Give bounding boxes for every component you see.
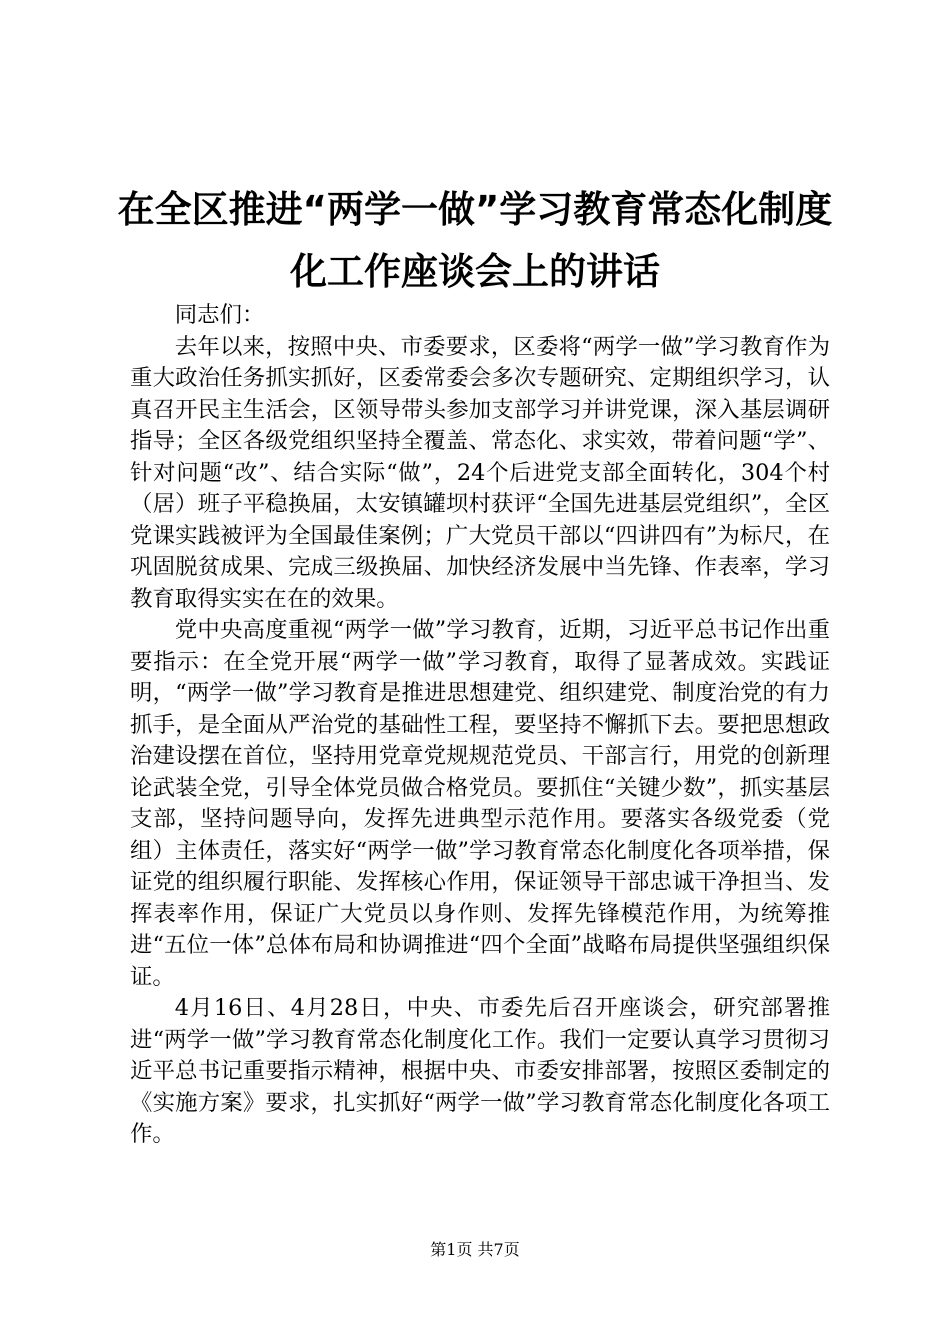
paragraph-1: 去年以来，按照中央、市委要求，区委将“两学一做”学习教育作为重大政治任务抓实抓好，区委常委会多次专题研究、定期组织学习，认真召开民主生活会，区领导带头参加支部学习并讲党课，深入基层调研指导；全区各级党组织坚持全覆盖、常态化、求实效，带着问题“学”、针对问题“改”、结合实际“做”，24个后进党支部全面转化，304个村（居）班子平稳换届，太安镇罐坝村获评“全国先进基层党组织”，全区党课实践被评为全国最佳案例；广大党员干部以“四讲四有”为标尺，在巩固脱贫成果、完成三级换届、加快经济发展中当先锋、作表率，学习教育取得实实在在的效果。 (130, 333, 830, 612)
document-title-line-1: 在全区推进“两学一做”学习教育常态化制度 (117, 188, 833, 231)
greeting: 同志们： (174, 302, 265, 328)
page-number-footer: 第1页 共7页 (430, 1240, 520, 1259)
document-title-line-2: 化工作座谈会上的讲话 (290, 250, 660, 293)
paragraph-3: 4月16日、4月28日，中央、市委先后召开座谈会，研究部署推进“两学一做”学习教育常态化制度化工作。我们一定要认真学习贯彻习近平总书记重要指示精神，根据中央、市委安排部署，按照区委制定的《实施方案》要求，扎实抓好“两学一做”学习教育常态化制度化各项工作。 (130, 995, 830, 1147)
document-body (130, 300, 830, 1151)
paragraph-2: 党中央高度重视“两学一做”学习教育，近期，习近平总书记作出重要指示：在全党开展“两学一做”学习教育，取得了显著成效。实践证明，“两学一做”学习教育是推进思想建党、组织建党、制度治党的有力抓手，是全面从严治党的基础性工程，要坚持不懈抓下去。要把思想政治建设摆在首位，坚持用党章党规规范党员、干部言行，用党的创新理论武装全党，引导全体党员做合格党员。要抓住“关键少数”，抓实基层支部，坚持问题导向，发挥先进典型示范作用。要落实各级党委（党组）主体责任，落实好“两学一做”学习教育常态化制度化各项举措，保证党的组织履行职能、发挥核心作用，保证领导干部忠诚干净担当、发挥表率作用，保证广大党员以身作则、发挥先锋模范作用，为统筹推进“五位一体”总体布局和协调推进“四个全面”战略布局提供坚强组织保证。 (130, 617, 830, 990)
